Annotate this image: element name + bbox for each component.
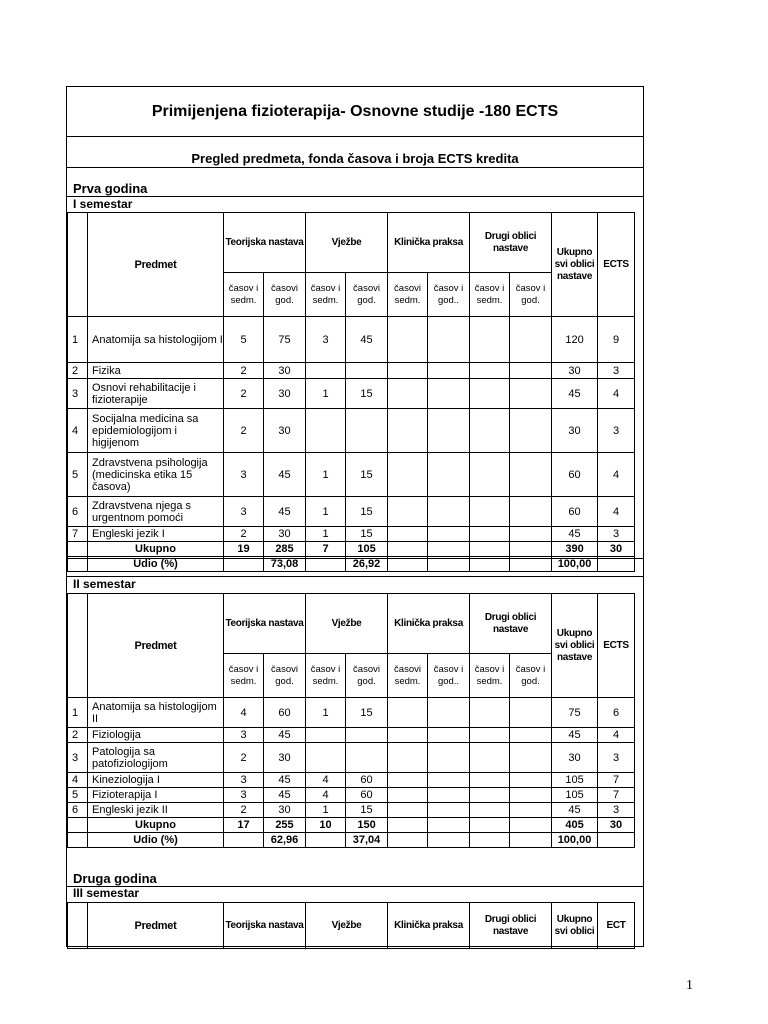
cell — [510, 527, 552, 542]
cell: 100,00 — [552, 557, 598, 572]
cell: 4 — [598, 497, 635, 527]
cell: Anatomija sa histologijom II — [88, 698, 224, 728]
cell: ECTS — [598, 213, 635, 317]
cell: 30 — [552, 409, 598, 453]
cell — [306, 833, 346, 848]
cell — [470, 818, 510, 833]
cell: 2 — [224, 363, 264, 379]
cell: 30 — [264, 363, 306, 379]
cell: časov i god.. — [428, 273, 470, 317]
share-row — [68, 833, 635, 848]
cell — [68, 542, 88, 557]
cell: časov i sedm. — [224, 273, 264, 317]
cell — [470, 317, 510, 363]
cell — [388, 728, 428, 743]
cell: 15 — [346, 497, 388, 527]
cell — [388, 409, 428, 453]
cell: 37,04 — [346, 833, 388, 848]
cell: 4 — [598, 379, 635, 409]
cell: 60 — [552, 453, 598, 497]
cell: 60 — [346, 773, 388, 788]
cell: 30 — [264, 409, 306, 453]
cell: 1 — [306, 527, 346, 542]
semester-label-3: III semestar — [73, 886, 140, 900]
cell — [428, 833, 470, 848]
cell: časov i god. — [510, 273, 552, 317]
cell: 15 — [346, 527, 388, 542]
cell: 150 — [346, 818, 388, 833]
cell — [510, 803, 552, 818]
cell — [428, 542, 470, 557]
cell: 3 — [224, 773, 264, 788]
cell: časovi god. — [346, 654, 388, 698]
cell: 3 — [224, 728, 264, 743]
cell: Kineziologija I — [88, 773, 224, 788]
cell — [388, 497, 428, 527]
cell: ECTS — [598, 594, 635, 698]
cell: 7 — [68, 527, 88, 542]
cell: Zdravstvena psihologija (medicinska etika 15 časova) — [88, 453, 224, 497]
cell — [388, 453, 428, 497]
cell: 45 — [264, 728, 306, 743]
cell: 3 — [598, 409, 635, 453]
cell — [346, 409, 388, 453]
page-number: 1 — [686, 978, 693, 993]
cell: 1 — [68, 317, 88, 363]
cell: 3 — [598, 363, 635, 379]
cell — [224, 833, 264, 848]
cell: časov i sedm. — [224, 654, 264, 698]
cell: 1 — [68, 698, 88, 728]
cell: 7 — [306, 542, 346, 557]
cell — [428, 453, 470, 497]
cell — [68, 594, 88, 698]
cell — [428, 803, 470, 818]
document-subtitle: Pregled predmeta, fonda časova i broja ECTS kredita — [67, 137, 643, 168]
cell: časov i sedm. — [306, 273, 346, 317]
cell — [470, 379, 510, 409]
cell: 2 — [68, 363, 88, 379]
document-title: Primijenjena fizioterapija- Osnovne studije -180 ECTS — [67, 87, 643, 137]
cell: Udio (%) — [88, 833, 224, 848]
cell: 45 — [552, 527, 598, 542]
course-table — [67, 902, 635, 949]
cell: Vježbe — [306, 903, 388, 949]
cell — [428, 379, 470, 409]
cell: 3 — [68, 379, 88, 409]
table-row — [68, 497, 635, 527]
year-label-1: Prva godina — [73, 181, 148, 196]
cell — [510, 833, 552, 848]
cell: 6 — [68, 803, 88, 818]
cell — [388, 363, 428, 379]
cell — [510, 698, 552, 728]
table-row — [68, 379, 635, 409]
semester-label-2: II semestar — [73, 577, 136, 591]
cell — [388, 803, 428, 818]
cell: 15 — [346, 698, 388, 728]
cell: 390 — [552, 542, 598, 557]
table-row — [68, 409, 635, 453]
cell: 4 — [306, 773, 346, 788]
cell: 30 — [552, 743, 598, 773]
cell: Zdravstvena njega s urgentnom pomoći — [88, 497, 224, 527]
table-row — [68, 773, 635, 788]
cell: 7 — [598, 773, 635, 788]
cell: 3 — [224, 453, 264, 497]
cell: 4 — [68, 773, 88, 788]
cell — [68, 833, 88, 848]
cell: 60 — [552, 497, 598, 527]
cell — [428, 317, 470, 363]
cell — [470, 803, 510, 818]
cell: Teorijska nastava — [224, 903, 306, 949]
cell: Vježbe — [306, 594, 388, 654]
cell: 100,00 — [552, 833, 598, 848]
cell: 30 — [264, 379, 306, 409]
cell: Teorijska nastava — [224, 594, 306, 654]
cell: Predmet — [88, 903, 224, 949]
cell: 30 — [264, 803, 306, 818]
year-label-2: Druga godina — [73, 871, 157, 886]
cell: 120 — [552, 317, 598, 363]
cell — [510, 788, 552, 803]
cell: 9 — [598, 317, 635, 363]
cell: 4 — [224, 698, 264, 728]
cell: časov i sedm. — [470, 273, 510, 317]
cell: Predmet — [88, 213, 224, 317]
cell: 2 — [224, 803, 264, 818]
cell: 4 — [306, 788, 346, 803]
cell — [510, 773, 552, 788]
cell — [428, 788, 470, 803]
cell — [470, 527, 510, 542]
cell: 15 — [346, 379, 388, 409]
course-table — [67, 212, 635, 572]
cell — [598, 833, 635, 848]
cell — [510, 317, 552, 363]
cell: 105 — [346, 542, 388, 557]
cell — [428, 497, 470, 527]
cell: časov i god.. — [428, 654, 470, 698]
cell: 2 — [224, 527, 264, 542]
cell: 45 — [264, 788, 306, 803]
cell: Ukupno — [88, 542, 224, 557]
cell: Ukupno svi oblici nastave — [552, 213, 598, 317]
cell: Drugi oblici nastave — [470, 213, 552, 273]
cell — [510, 497, 552, 527]
cell: časov i sedm. — [306, 654, 346, 698]
table-row — [68, 453, 635, 497]
cell: 45 — [264, 773, 306, 788]
cell: 1 — [306, 803, 346, 818]
cell: Anatomija sa histologijom I — [88, 317, 224, 363]
cell: Osnovi rehabilitacije i fizioterapije — [88, 379, 224, 409]
cell: 3 — [598, 527, 635, 542]
cell — [68, 213, 88, 317]
table-row — [68, 527, 635, 542]
cell — [428, 743, 470, 773]
cell: Klinička praksa — [388, 903, 470, 949]
cell — [428, 773, 470, 788]
cell: 3 — [68, 743, 88, 773]
cell: 4 — [598, 453, 635, 497]
cell: 15 — [346, 453, 388, 497]
cell: 4 — [68, 409, 88, 453]
cell: Fiziologija — [88, 728, 224, 743]
cell — [306, 728, 346, 743]
cell — [470, 698, 510, 728]
cell — [68, 818, 88, 833]
cell: časovi god. — [264, 654, 306, 698]
cell: 105 — [552, 773, 598, 788]
semester-label-1: I semestar — [73, 197, 133, 211]
cell: Klinička praksa — [388, 213, 470, 273]
cell: Drugi oblici nastave — [470, 903, 552, 949]
cell — [510, 728, 552, 743]
cell: Patologija sa patofiziologijom — [88, 743, 224, 773]
total-row — [68, 818, 635, 833]
cell: ECT — [598, 903, 635, 949]
cell — [388, 743, 428, 773]
cell: 19 — [224, 542, 264, 557]
cell: 60 — [264, 698, 306, 728]
cell — [510, 743, 552, 773]
divider — [67, 196, 643, 197]
course-table — [67, 593, 635, 848]
cell — [470, 743, 510, 773]
cell — [388, 542, 428, 557]
cell: časovi god. — [264, 273, 306, 317]
cell — [388, 788, 428, 803]
cell: 6 — [68, 497, 88, 527]
cell: 3 — [224, 788, 264, 803]
cell: Ukupno svi oblici nastave — [552, 594, 598, 698]
cell: Drugi oblici nastave — [470, 594, 552, 654]
cell: 6 — [598, 698, 635, 728]
cell: 75 — [552, 698, 598, 728]
cell — [510, 409, 552, 453]
cell: časovi god. — [346, 273, 388, 317]
cell — [470, 542, 510, 557]
cell: Klinička praksa — [388, 594, 470, 654]
cell: 45 — [552, 803, 598, 818]
cell: 405 — [552, 818, 598, 833]
cell — [428, 728, 470, 743]
divider — [67, 576, 643, 577]
cell: Udio (%) — [88, 557, 224, 572]
cell: 3 — [224, 497, 264, 527]
cell: Teorijska nastava — [224, 213, 306, 273]
cell: 17 — [224, 818, 264, 833]
cell: 45 — [264, 453, 306, 497]
cell: 26,92 — [346, 557, 388, 572]
cell: 2 — [224, 379, 264, 409]
cell: 15 — [346, 803, 388, 818]
cell: 2 — [68, 728, 88, 743]
cell — [388, 317, 428, 363]
cell — [346, 363, 388, 379]
cell: 45 — [346, 317, 388, 363]
cell: 3 — [306, 317, 346, 363]
cell: 2 — [224, 743, 264, 773]
table-row — [68, 698, 635, 728]
cell: 30 — [264, 527, 306, 542]
cell — [388, 527, 428, 542]
cell: 30 — [264, 743, 306, 773]
table-row — [68, 743, 635, 773]
divider — [67, 558, 643, 559]
cell: Engleski jezik I — [88, 527, 224, 542]
cell: Engleski jezik II — [88, 803, 224, 818]
cell: 3 — [598, 743, 635, 773]
table-row — [68, 317, 635, 363]
cell — [428, 527, 470, 542]
cell: 45 — [552, 379, 598, 409]
cell: 3 — [598, 803, 635, 818]
cell — [388, 379, 428, 409]
table-row — [68, 803, 635, 818]
cell: 45 — [552, 728, 598, 743]
cell: 30 — [552, 363, 598, 379]
cell — [428, 698, 470, 728]
cell — [306, 743, 346, 773]
cell: 45 — [264, 497, 306, 527]
table-row — [68, 728, 635, 743]
cell: Fizika — [88, 363, 224, 379]
cell — [388, 698, 428, 728]
cell: 7 — [598, 788, 635, 803]
cell — [470, 773, 510, 788]
divider — [67, 886, 643, 887]
cell: 30 — [598, 542, 635, 557]
cell: 1 — [306, 379, 346, 409]
cell: časovi sedm. — [388, 273, 428, 317]
cell: 75 — [264, 317, 306, 363]
cell: 5 — [68, 788, 88, 803]
cell — [510, 818, 552, 833]
cell: Vježbe — [306, 213, 388, 273]
cell — [388, 818, 428, 833]
cell — [470, 833, 510, 848]
table-row — [68, 788, 635, 803]
cell — [68, 903, 88, 949]
cell — [470, 728, 510, 743]
cell — [510, 542, 552, 557]
cell: 1 — [306, 453, 346, 497]
cell — [510, 363, 552, 379]
cell: Ukupno svi oblici — [552, 903, 598, 949]
cell — [470, 788, 510, 803]
cell: 105 — [552, 788, 598, 803]
document-frame — [66, 86, 644, 947]
cell — [510, 379, 552, 409]
cell — [346, 743, 388, 773]
total-row — [68, 542, 635, 557]
cell: 1 — [306, 698, 346, 728]
cell — [470, 453, 510, 497]
cell — [346, 728, 388, 743]
table-row — [68, 363, 635, 379]
cell: časov i sedm. — [470, 654, 510, 698]
cell — [388, 773, 428, 788]
cell: 30 — [598, 818, 635, 833]
cell — [428, 409, 470, 453]
cell: časov i god. — [510, 654, 552, 698]
cell: Ukupno — [88, 818, 224, 833]
cell — [306, 409, 346, 453]
cell: 5 — [224, 317, 264, 363]
cell — [470, 363, 510, 379]
cell: 62,96 — [264, 833, 306, 848]
cell: 2 — [224, 409, 264, 453]
cell: Socijalna medicina sa epidemiologijom i higijenom — [88, 409, 224, 453]
cell: časovi sedm. — [388, 654, 428, 698]
cell — [428, 818, 470, 833]
cell: 5 — [68, 453, 88, 497]
cell: 285 — [264, 542, 306, 557]
cell — [388, 833, 428, 848]
cell: Fizioterapija I — [88, 788, 224, 803]
cell — [470, 409, 510, 453]
cell: 10 — [306, 818, 346, 833]
cell: 73,08 — [264, 557, 306, 572]
cell — [428, 363, 470, 379]
cell — [510, 453, 552, 497]
cell: Predmet — [88, 594, 224, 698]
cell: 4 — [598, 728, 635, 743]
cell — [306, 363, 346, 379]
cell: 60 — [346, 788, 388, 803]
cell: 255 — [264, 818, 306, 833]
cell — [470, 497, 510, 527]
cell: 1 — [306, 497, 346, 527]
